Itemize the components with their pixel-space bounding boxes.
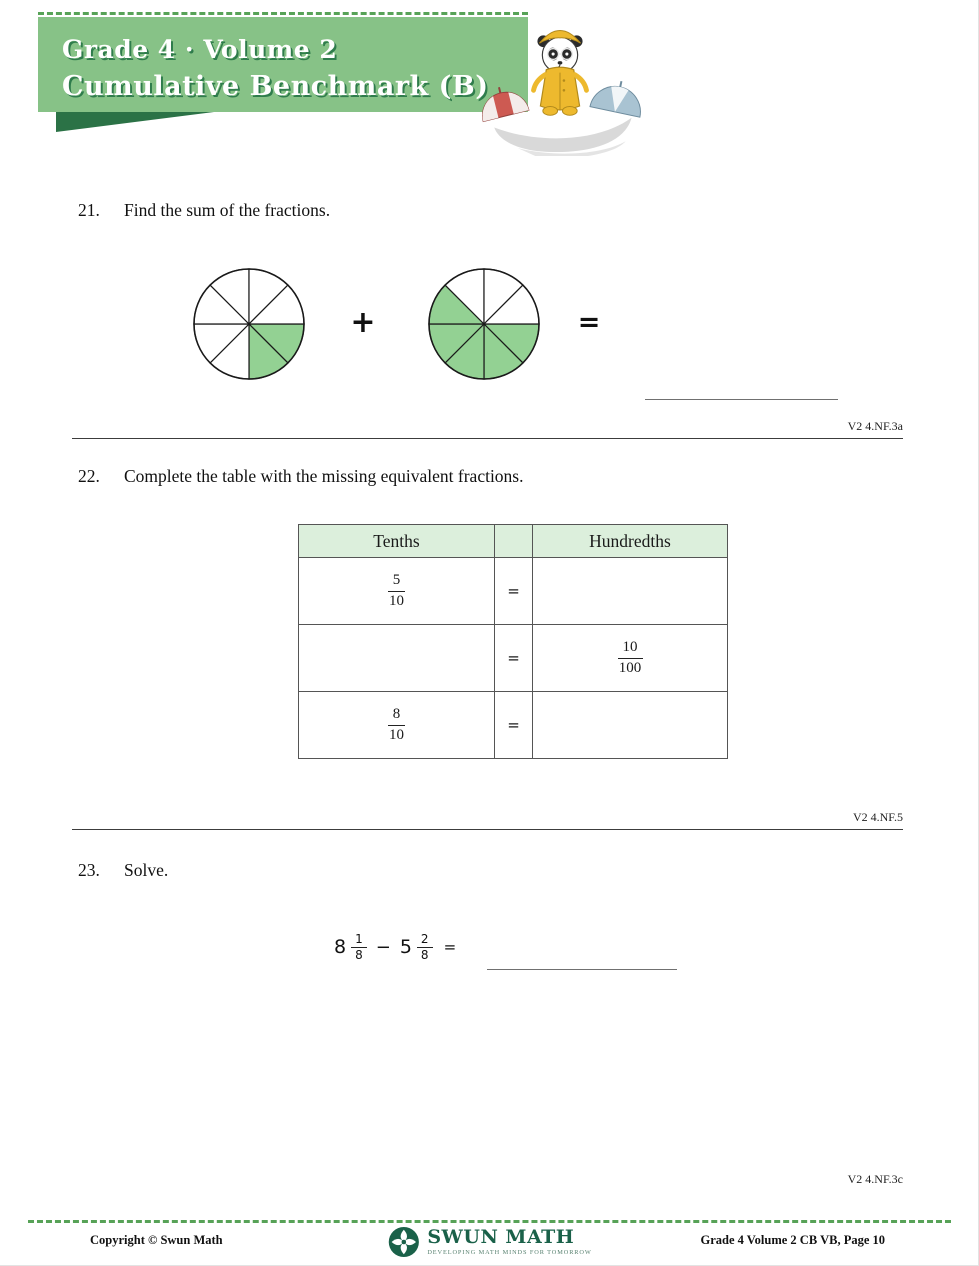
whole-number-2: 5 (399, 936, 412, 958)
section-divider (72, 438, 903, 439)
plus-sign: + (350, 305, 376, 340)
col-header-tenths: Tenths (299, 525, 495, 558)
fraction-2 (417, 932, 433, 963)
equals-cell: = (495, 558, 533, 625)
denominator: 10 (389, 726, 404, 743)
answer-line-q23 (487, 954, 677, 970)
question-prompt: Find the sum of the fractions. (124, 200, 331, 220)
benchmark-title: Cumulative Benchmark (B) (62, 71, 489, 102)
question-prompt: Solve. (124, 860, 169, 880)
question-number: 21. (78, 200, 100, 220)
col-header-middle (495, 525, 533, 558)
logo-text: SWUN MATH (427, 1226, 575, 1248)
swun-logo-icon (387, 1226, 419, 1258)
grade-volume-title: Grade 4 · Volume 2 (62, 35, 338, 64)
panda-mascot-illustration (476, 4, 644, 156)
table-header-row (299, 525, 728, 558)
fraction-eight-tenths (387, 705, 406, 745)
numerator: 10 (618, 638, 643, 659)
equivalent-fractions-table (298, 524, 728, 759)
decorative-dashed-line (38, 12, 528, 15)
equals-cell: = (495, 625, 533, 692)
swun-math-logo (387, 1226, 591, 1258)
denominator: 10 (389, 592, 404, 609)
copyright-text: Copyright © Swun Math (90, 1233, 223, 1247)
standard-tag-q23: V2 4.NF.3c (847, 1172, 903, 1186)
tenths-cell (299, 692, 495, 759)
answer-cell-empty (533, 558, 728, 625)
table-row (299, 558, 728, 625)
answer-cell-empty (533, 692, 728, 759)
equals-cell: = (495, 692, 533, 759)
equals-sign: = (443, 938, 457, 956)
whole-number-1: 8 (334, 936, 347, 958)
logo-tagline: DEVELOPING MATH MINDS FOR TOMORROW (427, 1249, 592, 1256)
answer-cell-empty (299, 625, 495, 692)
hundredths-cell (533, 625, 728, 692)
numerator: 5 (388, 571, 406, 592)
fraction-1 (351, 932, 367, 963)
answer-line-q21 (645, 384, 838, 400)
question-prompt: Complete the table with the missing equivalent fractions. (124, 466, 524, 486)
subtraction-expression (334, 924, 456, 970)
question-number: 22. (78, 466, 100, 486)
fraction-ten-hundredths (617, 638, 644, 678)
numerator: 8 (388, 705, 406, 726)
denominator: 100 (618, 659, 642, 676)
question-number: 23. (78, 860, 100, 880)
table-row (299, 692, 728, 759)
numerator: 1 (351, 932, 367, 948)
numerator: 2 (417, 932, 433, 948)
minus-sign: − (375, 936, 391, 958)
standard-tag-q22: V2 4.NF.5 (852, 810, 903, 824)
footer-dashed-line (28, 1220, 951, 1223)
fraction-five-tenths (387, 571, 406, 611)
standard-tag-q21: V2 4.NF.3a (847, 419, 903, 433)
section-divider (72, 829, 903, 830)
tenths-cell (299, 558, 495, 625)
col-header-hundredths: Hundredths (533, 525, 728, 558)
equals-sign: = (577, 307, 601, 338)
fraction-pie-2 (426, 266, 542, 382)
fraction-pie-1 (191, 266, 307, 382)
banner-fold-decoration (56, 112, 214, 132)
page-info-text: Grade 4 Volume 2 CB VB, Page 10 (700, 1233, 885, 1247)
denominator: 8 (355, 947, 363, 962)
table-row (299, 625, 728, 692)
denominator: 8 (420, 947, 429, 962)
title-banner (38, 17, 528, 112)
